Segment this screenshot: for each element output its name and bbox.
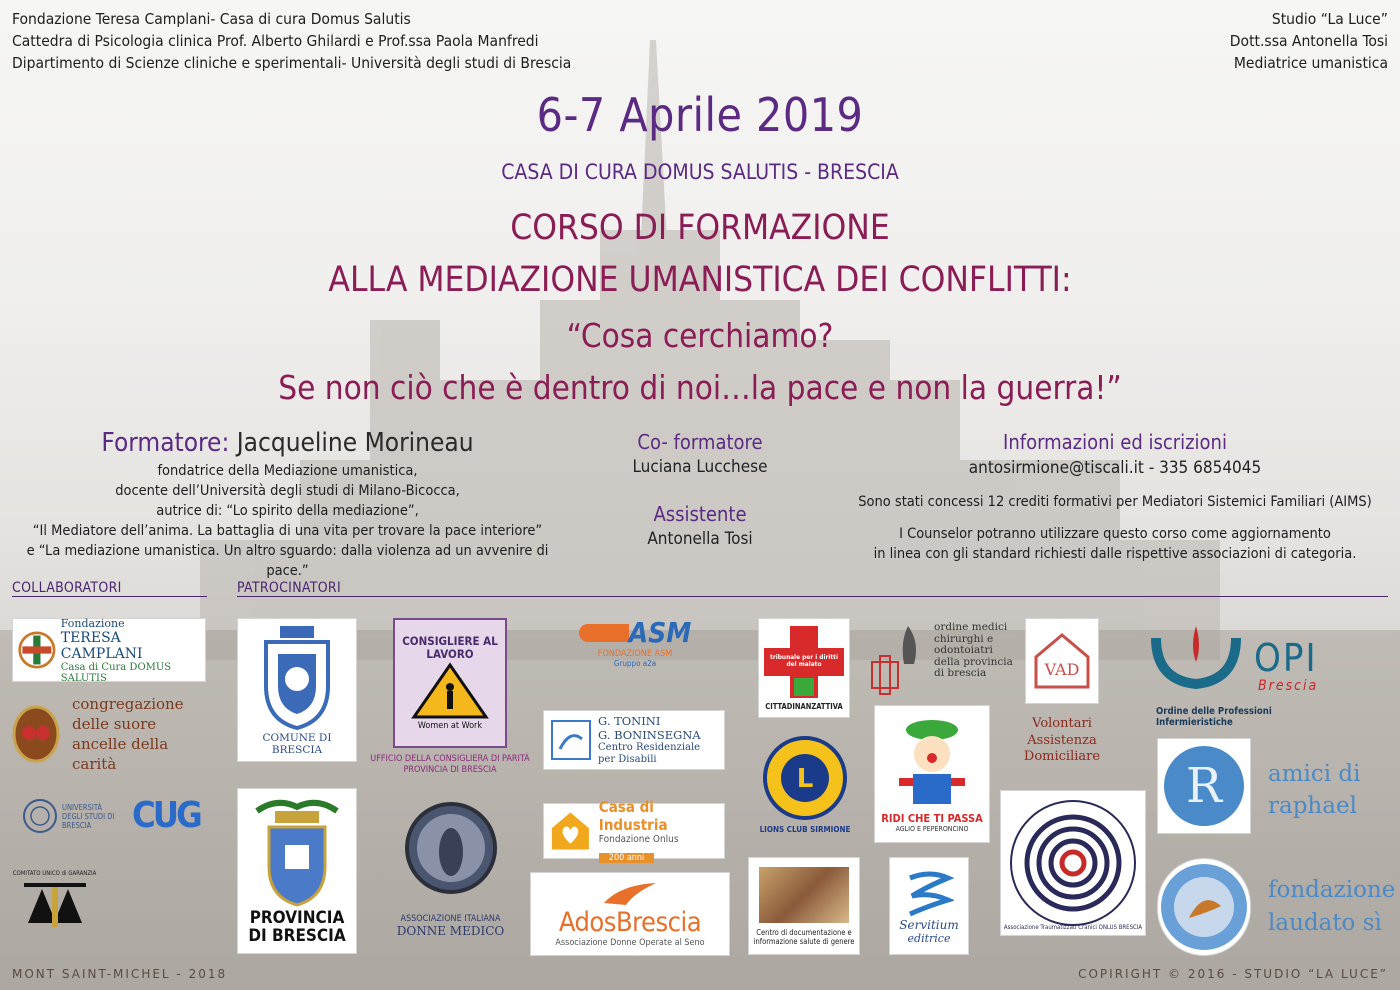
logo-centro-documentazione xyxy=(748,857,860,955)
trainer-block xyxy=(0,428,575,458)
tonini-hands-icon xyxy=(550,719,592,761)
logo-fondazione-camplani xyxy=(12,618,206,682)
ordine-text: ordine medici chirurghi e odontoiatri della provincia di brescia xyxy=(934,621,1013,679)
fresco-image xyxy=(759,867,849,923)
donne-medico-seal-icon xyxy=(403,800,499,896)
svg-text:L: L xyxy=(796,764,814,794)
logo-provincia-brescia xyxy=(237,788,357,954)
logo-ridi-che-ti-passa xyxy=(874,705,990,843)
raphael-r-icon xyxy=(1162,744,1246,828)
logo-suore-ancelle xyxy=(12,695,212,773)
logo-fondazione-asm xyxy=(560,616,710,686)
comune-crest-icon xyxy=(258,624,336,732)
servitium-line: Servitium xyxy=(899,917,959,932)
logo-comune-brescia xyxy=(237,618,357,762)
vad-text: VAD xyxy=(1044,660,1080,679)
co-trainer-name: Luciana Lucchese xyxy=(632,457,768,477)
footer-left: MONT SAINT-MICHEL - 2018 xyxy=(12,967,228,981)
logo-unibs xyxy=(22,795,122,837)
logo-casa-industria xyxy=(543,798,725,863)
provincia-crest-icon xyxy=(247,797,347,909)
trainer-label: Formatore: xyxy=(101,428,237,458)
ridi-subtitle: AGLIO E PEPERONCINO xyxy=(895,824,969,833)
traumatizzati-text: Associazione Traumatizzati Cranici ONLUS BRESCIA xyxy=(1003,924,1143,931)
opi-city: Brescia xyxy=(1258,678,1319,694)
trainer-bio-line: fondatrice della Mediazione umanistica, xyxy=(157,463,418,479)
industria-line: Fondazione Onlus xyxy=(598,834,679,845)
tonini-line: G. TONINI xyxy=(598,714,661,728)
info-label: Informazioni ed iscrizioni xyxy=(1003,430,1227,454)
logo-tonini-boninsegna xyxy=(543,710,725,770)
sponsors-rule xyxy=(237,596,1388,597)
vad-house-icon xyxy=(1032,631,1092,691)
ados-text: AdosBrescia xyxy=(558,906,702,938)
lions-emblem-icon xyxy=(762,735,848,821)
ancelle-crest-icon xyxy=(12,705,60,763)
svg-text:R: R xyxy=(1185,758,1223,814)
trainer-bio-line: “Il Mediatore dell’anima. La battaglia di una vita per trovare la pace interiore” xyxy=(32,523,543,539)
camplani-line: Fondazione xyxy=(60,616,125,630)
header-left-line: Cattedra di Psicologia clinica Prof. Alberto Ghilardi e Prof.ssa Paola Manfredi xyxy=(12,32,539,50)
footer-right: COPIRIGHT © 2016 - STUDIO “LA LUCE” xyxy=(1078,967,1388,981)
logo-lions-club xyxy=(755,735,855,834)
red-cross-icon xyxy=(764,626,844,698)
industria-line: Casa di Industria xyxy=(598,798,668,834)
logo-traumatizzati-cranici xyxy=(1000,790,1146,936)
servitium-swirl-icon xyxy=(904,868,954,918)
trainer-bio-line: docente dell’Università degli studi di Milano-Bicocca, xyxy=(115,483,460,499)
info-counselor-line: I Counselor potranno utilizzare questo corso come aggiornamento xyxy=(899,526,1331,542)
clown-icon xyxy=(887,716,977,812)
info-block xyxy=(840,430,1390,564)
header-left xyxy=(12,8,571,74)
trainer-bio-line: e “La mediazione umanistica. Un altro sguardo: dalla violenza ad un avvenire di pace.” xyxy=(26,543,549,579)
ridi-title: RIDI CHE TI PASSA xyxy=(881,811,983,825)
donne-medico-line: DONNE MEDICO xyxy=(396,924,505,938)
comitato-text: COMITATO UNICO di GARANZIA xyxy=(12,870,97,877)
vad-caption: Volontari Assistenza Domiciliare xyxy=(1023,716,1101,764)
logo-amici-raphael-image xyxy=(1157,738,1251,834)
logo-vad xyxy=(1025,618,1099,704)
info-credits: Sono stati concessi 12 crediti formativi per Mediatori Sistemici Familiari (AIMS) xyxy=(858,494,1372,510)
course-title xyxy=(0,202,1400,306)
header-right-line: Studio “La Luce” xyxy=(1271,10,1388,28)
consigliere-title: CONSIGLIERE AL LAVORO xyxy=(402,634,498,661)
logo-cug xyxy=(132,793,222,839)
unibs-seal-icon xyxy=(22,798,58,834)
tribunale-subtitle: CITTADINANZATTIVA xyxy=(765,701,843,711)
logo-servitium xyxy=(889,857,969,955)
provincia-text: PROVINCIA DI BRESCIA xyxy=(248,908,346,946)
trainer-name: Jacqueline Morineau xyxy=(236,428,474,458)
ordine-medici-statue-icon xyxy=(870,622,930,702)
course-title-line: ALLA MEDIAZIONE UMANISTICA DEI CONFLITTI: xyxy=(328,260,1072,300)
course-quote xyxy=(0,310,1400,414)
logo-tribunale-malato xyxy=(758,618,850,718)
collaborators-heading: COLLABORATORI xyxy=(12,580,122,596)
header-right-line: Mediatrice umanistica xyxy=(1233,54,1388,72)
assistant-name: Antonella Tosi xyxy=(647,529,753,549)
asm-swoosh-icon xyxy=(579,624,629,642)
logo-consigliere-lavoro xyxy=(393,618,507,748)
camplani-line: TERESA CAMPLANI xyxy=(60,629,143,662)
event-venue: CASA DI CURA DOMUS SALUTIS - BRESCIA xyxy=(501,160,899,184)
assistant-label: Assistente xyxy=(653,502,747,526)
tonini-line: Centro Residenziale per Disabili xyxy=(598,742,701,765)
cug-text: CUG xyxy=(132,795,200,836)
quote-line: “Cosa cerchiamo? xyxy=(566,316,834,355)
header-right-line: Dott.ssa Antonella Tosi xyxy=(1229,32,1388,50)
ancelle-text: congregazione delle suore ancelle della carità xyxy=(72,695,184,773)
trainer-heading xyxy=(0,428,575,458)
ados-subtitle: Associazione Donne Operate al Seno xyxy=(555,937,705,948)
event-date: 6-7 Aprile 2019 xyxy=(536,88,864,142)
ados-bird-icon xyxy=(600,881,660,907)
camplani-cross-icon xyxy=(17,628,57,672)
laudato-text: fondazione laudato sì xyxy=(1268,877,1396,936)
header-left-line: Dipartimento di Scienze cliniche e sperimentali- Università degli studi di Brescia xyxy=(12,54,572,72)
asm-line: Gruppo a2a xyxy=(613,659,657,668)
unibs-text: UNIVERSITÀ DEGLI STUDI DI BRESCIA xyxy=(62,802,115,830)
info-counselor-line: in linea con gli standard richiesti dalle rispettive associazioni di categoria. xyxy=(873,546,1357,562)
opi-hands-icon xyxy=(1150,618,1242,690)
logo-opi-brescia xyxy=(1150,618,1350,728)
logo-laudato-si-image xyxy=(1157,858,1251,956)
labyrinth-icon xyxy=(1005,795,1141,931)
co-trainer-label: Co- formatore xyxy=(637,430,763,454)
collaborators-rule xyxy=(12,596,207,597)
info-contact: antosirmione@tiscali.it - 335 6854045 xyxy=(968,458,1262,478)
comitato-scales-icon xyxy=(22,877,88,929)
asm-line: FONDAZIONE ASM xyxy=(597,649,673,659)
quote-line: Se non ciò che è dentro di noi…la pace e non la guerra!” xyxy=(278,368,1122,407)
logo-comitato xyxy=(12,870,97,960)
warning-sign-icon xyxy=(410,661,490,721)
tribunale-text: tribunale per i diritti del malato xyxy=(770,652,838,668)
trainer-bio-line: autrice di: “Lo spirito della mediazione”, xyxy=(156,503,419,519)
asm-text: ASM xyxy=(628,616,692,649)
camplani-line: Casa di Cura DOMUS SALUTIS xyxy=(60,661,172,684)
trainer-bio xyxy=(10,461,565,581)
lions-caption: LIONS CLUB SIRMIONE xyxy=(759,825,851,834)
donne-medico-line: ASSOCIAZIONE ITALIANA xyxy=(400,914,501,924)
opi-caption: Ordine delle Professioni Infermieristiche xyxy=(1156,706,1272,728)
header-left-line: Fondazione Teresa Camplani- Casa di cura Domus Salutis xyxy=(12,10,411,28)
raphael-text: amici di raphael xyxy=(1268,761,1361,819)
header-right xyxy=(1230,8,1388,74)
course-title-line: CORSO DI FORMAZIONE xyxy=(510,208,890,248)
tonini-line: G. BONINSEGNA xyxy=(598,728,701,742)
sponsors-heading: PATROCINATORI xyxy=(237,580,341,596)
consigliere-caption: UFFICIO DELLA CONSIGLIERA DI PARITÀ PROVINCIA DI BRESCIA xyxy=(370,754,530,775)
consigliere-subtitle: Women at Work xyxy=(417,721,483,731)
logo-donne-medico xyxy=(388,800,513,950)
opi-text: OPI xyxy=(1254,636,1318,680)
industria-line: 200 anni xyxy=(599,853,655,863)
logo-ordine-medici xyxy=(870,622,1020,702)
casa-industria-house-icon xyxy=(548,808,593,854)
logo-ados-brescia xyxy=(530,872,730,956)
centro-doc-text: Centro di documentazione e informazione salute di genere xyxy=(753,927,855,946)
comune-text: COMUNE DI BRESCIA xyxy=(262,732,332,756)
servitium-line: editrice xyxy=(907,931,951,945)
laudato-si-seal-icon xyxy=(1159,862,1249,952)
co-trainer-block xyxy=(580,430,820,549)
